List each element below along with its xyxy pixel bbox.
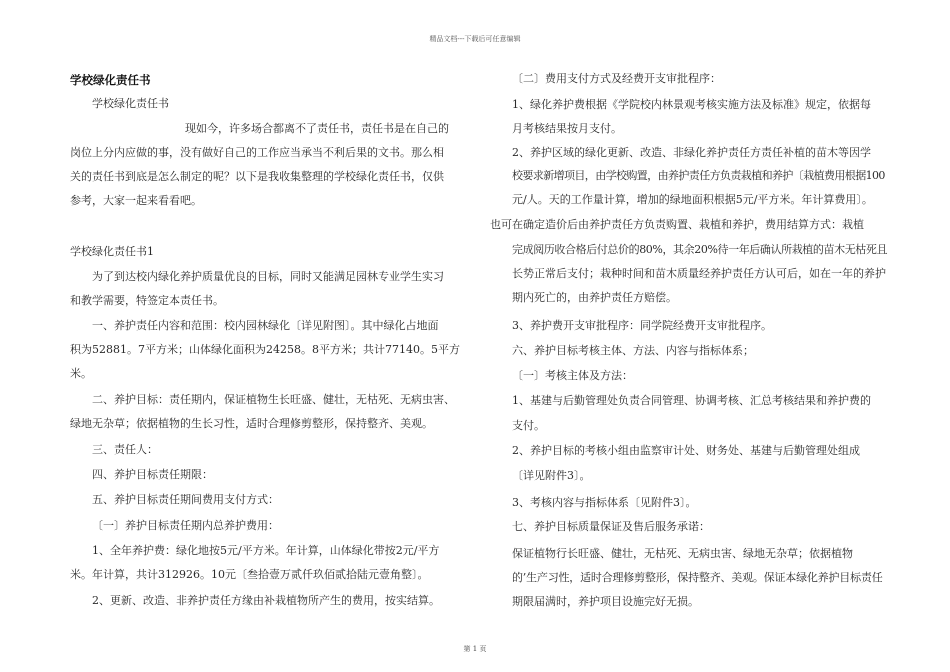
- paragraph-line: 七、养护目标质量保证及售后服务承诺：: [512, 520, 710, 533]
- paragraph-line: 积为52881。7平方米；山体绿化面积为24258。8平方米；共计77140。5平方: [70, 343, 460, 356]
- paragraph-line: 〔一〕养护目标责任期内总养护费用：: [92, 519, 279, 532]
- paragraph-line: 四、养护目标责任期限：: [92, 468, 213, 481]
- paragraph-line: 六、养护目标考核主体、方法、内容与指标体系；: [512, 344, 754, 357]
- paragraph-line: 米。: [70, 367, 92, 380]
- paragraph-line: 月考核结果按月支付。: [512, 122, 622, 135]
- paragraph-line: 元/人。天的工作量计算，增加的绿地面积根据5元/平方米。年计算费用〕。: [512, 193, 873, 206]
- paragraph-line: 期限届满时，养护项目设施完好无损。: [512, 595, 699, 608]
- paragraph-line: 米。年计算，共计312926。10元〔叁拾壹万贰仟玖佰贰拾陆元壹角整〕。: [70, 568, 429, 581]
- subtitle-line: 学校绿化责任书: [92, 97, 169, 110]
- paragraph-line: 绿地无杂草；依据植物的生长习性，适时合理修剪整形，保持整齐、美观。: [70, 417, 433, 430]
- section-heading: 学校绿化责任书1: [70, 245, 154, 258]
- paragraph-line: 1、全年养护费：绿化地按5元/平方米。年计算，山体绿化带按2元/平方: [92, 544, 440, 557]
- paragraph-line: 岗位上分内应做的事，没有做好自己的工作应当承当不利后果的文书。那么相: [70, 146, 444, 159]
- paragraph-line: 1、基建与后勤管理处负责合同管理、协调考核、汇总考核结果和养护费的: [512, 394, 871, 407]
- paragraph-line: 关的责任书到底是怎么制定的呢？以下是我收集整理的学校绿化责任书，仅供: [70, 170, 444, 183]
- paragraph-line: 一、养护责任内容和范围：校内园林绿化〔详见附图〕。其中绿化占地面: [92, 319, 439, 332]
- paragraph-line: 2、更新、改造、非养护责任方缘由补栽植物所产生的费用，按实结算。: [92, 594, 440, 607]
- paragraph-line: 2、养护目标的考核小组由监察审计处、财务处、基建与后勤管理处组成: [512, 444, 860, 457]
- paragraph-line: 支付。: [512, 419, 545, 432]
- paragraph-line: 保证植物行长旺盛、健壮，无枯死、无病虫害、绿地无杂草；依据植物: [512, 547, 853, 560]
- paragraph-line: 1、绿化养护费根据《学院校内林景观考核实施方法及标准》规定，依据每: [512, 98, 871, 111]
- paragraph-line: 〔二〕费用支付方式及经费开支审批程序：: [512, 72, 721, 85]
- paragraph-line: 2、养护区域的绿化更新、改造、非绿化养护责任方责任补植的苗木等因学: [512, 146, 871, 159]
- paragraph-line: 长势正常后支付；栽种时间和苗木质量经养护责任方认可后，如在一年的养护: [512, 267, 886, 280]
- paragraph-line: 完成阅历收合格后付总价的80%，其余20%待一年后确认所栽植的苗木无枯死且: [512, 243, 888, 256]
- paragraph-line: 3、养护费开支审批程序：同学院经费开支审批程序。: [512, 319, 772, 332]
- paragraph-line: 〔详见附件3〕。: [512, 469, 591, 482]
- paragraph-line: 校要求新增项目，由学校购置，由养护责任方负责栽植和养护〔栽植费用根据100: [512, 169, 885, 182]
- paragraph-line: 参考，大家一起来看看吧。: [70, 194, 202, 207]
- paragraph-line: 3、考核内容与指标体系〔见附件3〕。: [512, 496, 697, 509]
- paragraph-line: 二、养护目标：责任期内，保证植物生长旺盛、健壮，无枯死、无病虫害、: [92, 393, 455, 406]
- paragraph-line: 为了到达校内绿化养护质量优良的目标，同时又能满足园林专业学生实习: [92, 270, 444, 283]
- paragraph-line: 〔一〕考核主体及方法：: [512, 369, 633, 382]
- paragraph-line: 也可在确定造价后由养护责任方负责购置、栽植和养护，费用结算方式：栽植: [490, 218, 864, 231]
- page-header: 精品文档---下载后可任意编辑: [429, 35, 521, 43]
- page-number: 第 1 页: [463, 645, 487, 653]
- paragraph-line: 的’生产习性，适时合理修剪整形，保持整齐、美观。保证本绿化养护目标责任: [512, 571, 883, 584]
- paragraph-line: 三、责任人：: [92, 443, 158, 456]
- paragraph-line: 期内死亡的，由养护责任方赔偿。: [512, 291, 677, 304]
- document-title: 学校绿化责任书: [70, 73, 151, 87]
- paragraph-line: 和教学需要，特签定本责任书。: [70, 294, 224, 307]
- paragraph-line: 现如今，许多场合都离不了责任书，责任书是在自己的: [185, 122, 449, 135]
- paragraph-line: 五、养护目标责任期间费用支付方式：: [92, 493, 279, 506]
